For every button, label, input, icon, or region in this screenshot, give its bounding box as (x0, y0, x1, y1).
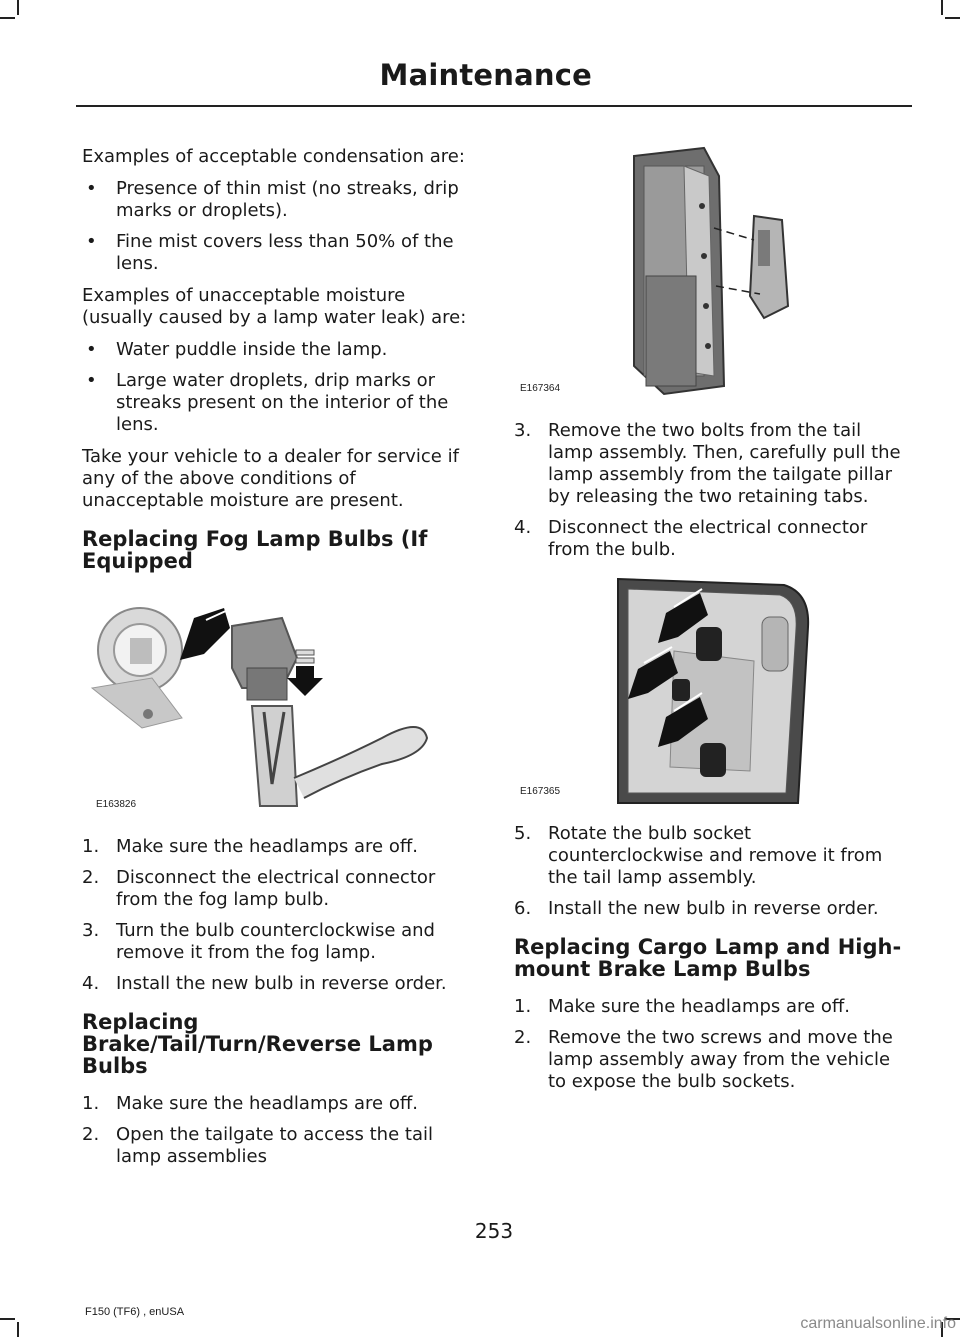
figure-id: E163826 (96, 799, 137, 810)
bulb-socket-steps (514, 823, 910, 920)
dealer-note: Take your vehicle to a dealer for service if any of the above conditions of unacceptable moisture are present. (82, 446, 459, 511)
crop-mark (941, 0, 943, 15)
crop-mark (17, 1322, 19, 1337)
step-text: Remove the two bolts from the tail lamp assembly. Then, carefully pull the lamp assembly from the tailgate pillar by releasing the two retaining tabs. (548, 420, 901, 507)
step-text: Disconnect the electrical connector from the bulb. (548, 517, 868, 560)
list-item (82, 867, 478, 911)
watermark-text: carmanualsonline.info (800, 1315, 956, 1332)
step-text: Open the tailgate to access the tail lamp assemblies (116, 1124, 433, 1167)
list-item (514, 823, 910, 889)
footer-text: F150 (TF6) , enUSA (85, 1306, 185, 1318)
step-text: Make sure the headlamps are off. (116, 836, 418, 857)
step-text: Turn the bulb counterclockwise and remove it from the fog lamp. (116, 920, 435, 963)
page-title: Maintenance (379, 58, 592, 92)
bullet-mark: • (86, 178, 97, 199)
tail-lamp-steps (514, 420, 910, 561)
figure-id: E167365 (520, 786, 561, 797)
fog-lamp-steps (82, 836, 478, 995)
list-item (82, 836, 478, 858)
tail-lamp-illustration (514, 136, 814, 404)
bulb-socket-illustration (514, 571, 824, 807)
step-text: Install the new bulb in reverse order. (116, 973, 447, 994)
list-item (82, 339, 478, 361)
list-item (82, 1093, 478, 1115)
list-item (82, 178, 478, 222)
tail-lamp-figure (514, 136, 814, 404)
list-item (514, 1027, 910, 1093)
step-number: 2. (82, 867, 100, 888)
crop-mark (17, 0, 19, 15)
list-item-text: Large water droplets, drip marks or streaks present on the interior of the lens. (116, 370, 449, 435)
step-number: 1. (514, 996, 532, 1017)
bulb-socket-figure (514, 571, 824, 807)
list-item (82, 370, 478, 436)
step-number: 2. (514, 1027, 532, 1048)
step-number: 6. (514, 898, 532, 919)
list-item-text: Presence of thin mist (no streaks, drip marks or droplets). (116, 178, 459, 221)
step-number: 1. (82, 1093, 100, 1114)
list-item (514, 420, 910, 508)
step-text: Make sure the headlamps are off. (548, 996, 850, 1017)
figure-id: E167364 (520, 383, 561, 394)
brake-lamp-heading: Replacing Brake/Tail/Turn/Reverse Lamp Bulbs (82, 1010, 433, 1078)
crop-mark (0, 1318, 15, 1320)
fog-lamp-figure (82, 588, 442, 820)
acceptable-list (82, 178, 478, 275)
step-number: 1. (82, 836, 100, 857)
step-text: Disconnect the electrical connector from the fog lamp bulb. (116, 867, 436, 910)
right-column (514, 136, 910, 1103)
list-item (82, 231, 478, 275)
list-item-text: Fine mist covers less than 50% of the lens. (116, 231, 454, 274)
step-number: 3. (514, 420, 532, 441)
left-column (82, 146, 478, 1178)
crop-mark (0, 17, 15, 19)
list-item (514, 517, 910, 561)
unacceptable-list (82, 339, 478, 436)
bullet-mark: • (86, 370, 97, 391)
step-text: Rotate the bulb socket counterclockwise and remove it from the tail lamp assembly. (548, 823, 883, 888)
crop-mark (945, 17, 960, 19)
list-item (514, 898, 910, 920)
step-text: Install the new bulb in reverse order. (548, 898, 879, 919)
unacceptable-intro: Examples of unacceptable moisture (usually caused by a lamp water leak) are: (82, 285, 467, 328)
list-item (514, 996, 910, 1018)
bullet-mark: • (86, 339, 97, 360)
step-number: 2. (82, 1124, 100, 1145)
step-text: Make sure the headlamps are off. (116, 1093, 418, 1114)
list-item (82, 973, 478, 995)
step-number: 3. (82, 920, 100, 941)
step-text: Remove the two screws and move the lamp assembly away from the vehicle to expose the bulb sockets. (548, 1027, 893, 1092)
list-item-text: Water puddle inside the lamp. (116, 339, 388, 360)
step-number: 5. (514, 823, 532, 844)
list-item (82, 1124, 478, 1168)
acceptable-intro: Examples of acceptable condensation are: (82, 146, 465, 167)
page-number: 253 (474, 1219, 514, 1243)
cargo-lamp-heading: Replacing Cargo Lamp and High-mount Brake Lamp Bulbs (514, 935, 902, 981)
step-number: 4. (514, 517, 532, 538)
header-rule (76, 105, 912, 107)
bullet-mark: • (86, 231, 97, 252)
step-number: 4. (82, 973, 100, 994)
brake-lamp-steps (82, 1093, 478, 1168)
list-item (82, 920, 478, 964)
fog-lamp-heading: Replacing Fog Lamp Bulbs (If Equipped (82, 527, 428, 573)
cargo-lamp-steps (514, 996, 910, 1093)
fog-lamp-illustration (82, 588, 442, 820)
